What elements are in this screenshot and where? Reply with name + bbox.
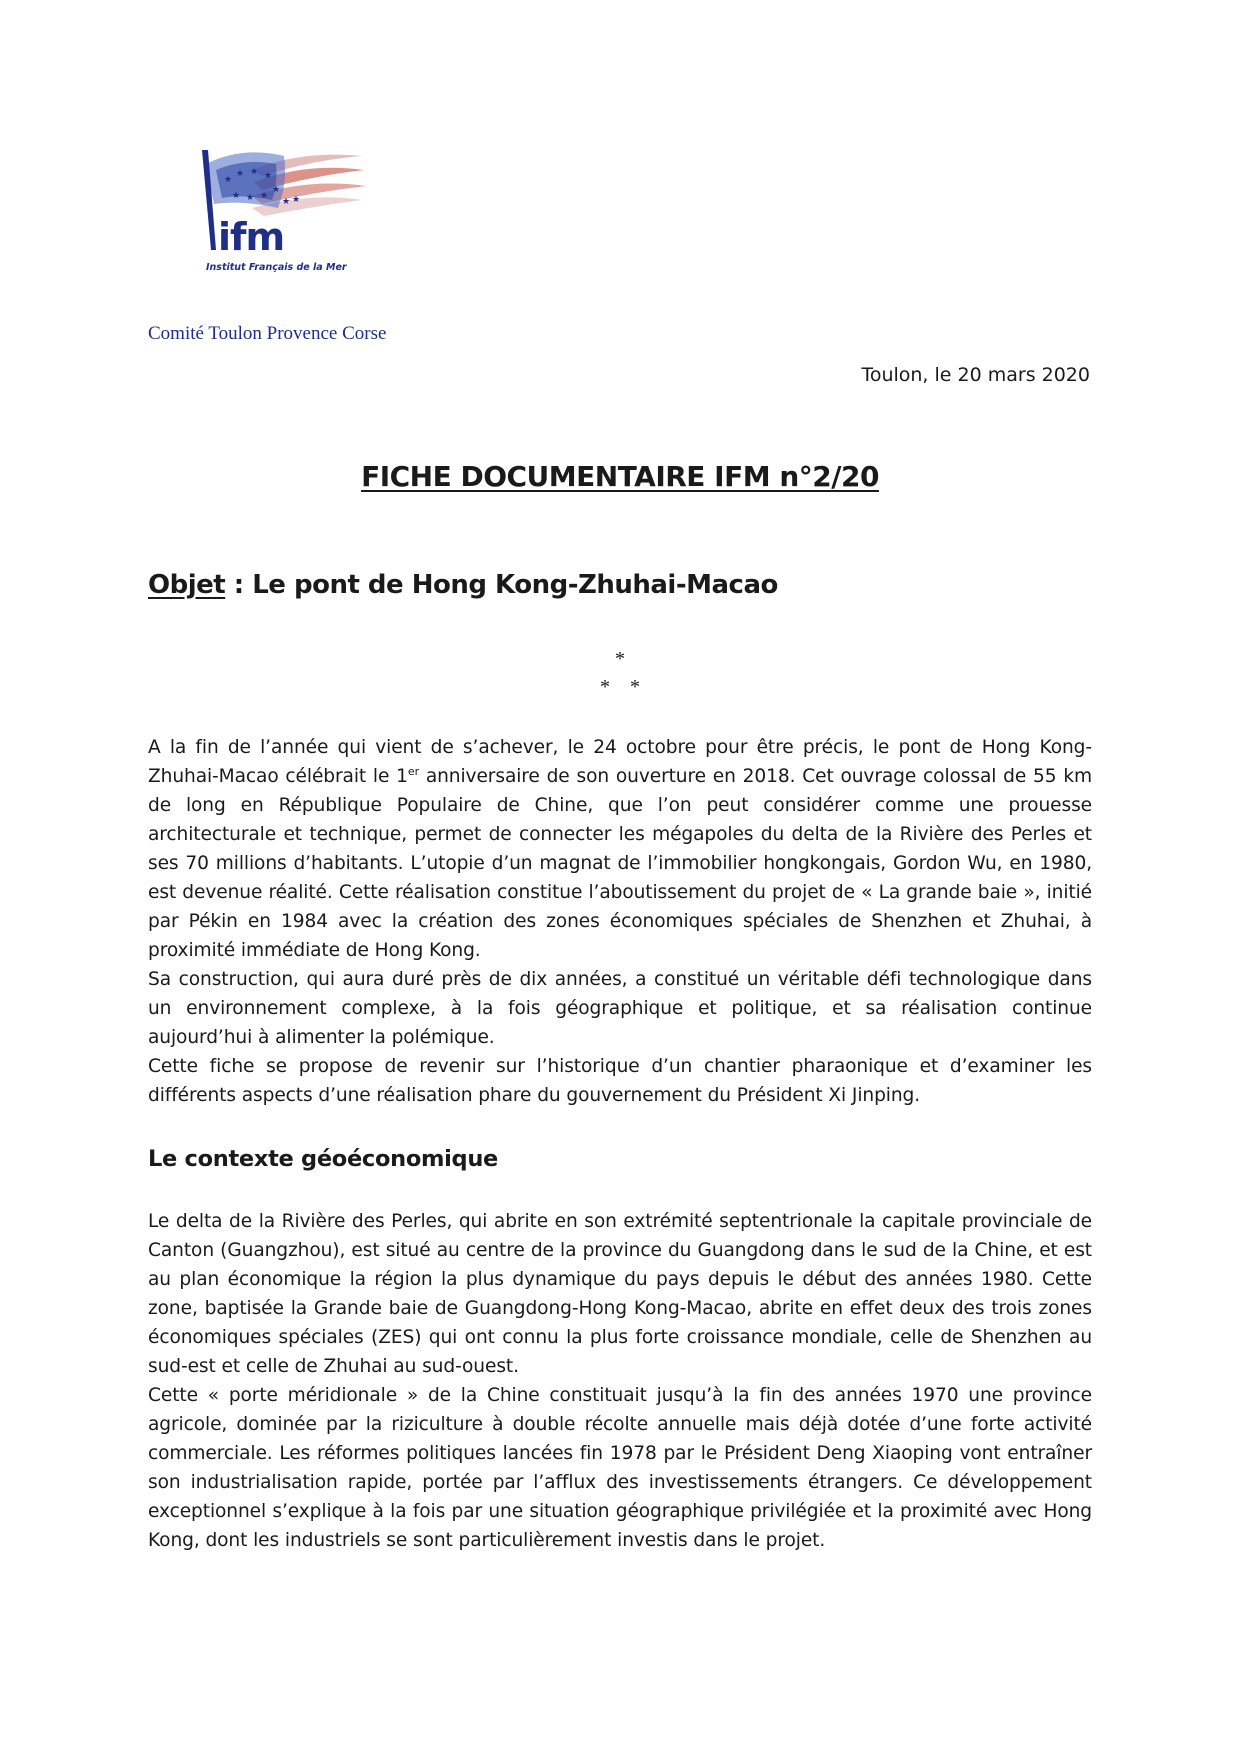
intro-p1-end: anniversaire de son ouverture en 2018. Cet ouvrage colossal de 55 km de long en République Populaire de Chine, que l’on peut considérer comme une prouesse architecturale et technique, permet de connecter les mégapoles du delta de la Rivière des Perles et ses 70 millions d’habitants. L’utopie d’un magnat de l’immobilier hongkongais, Gordon Wu, en 1980, est devenue réalité. Cette réalisation constitue l’aboutissement du projet de « La grande baie », initié par Pékin en 1984 avec la création des zones économiques spéciales de Shenzhen et Zhuhai, à proximité immédiate de Hong Kong. — [148, 766, 1092, 961]
svg-text:★: ★ — [272, 185, 281, 195]
svg-text:★: ★ — [264, 171, 273, 181]
svg-text:★: ★ — [292, 195, 301, 205]
context-paragraph-2: Cette « porte méridionale » de la Chine constituait jusqu’à la fin des années 1970 une province agricole, dominée par la riziculture à double récolte annuelle mais déjà dotée d’une forte activité commerciale. Les réformes politiques lancées fin 1978 par le Président Deng Xiaoping vont entraîner son industrialisation rapide, portée par l’afflux des investissements étrangers. Ce développement exceptionnel s’explique à la fois par une situation géographique privilégiée et la proximité avec Hong Kong, dont les industriels se sont particulièrement investis dans le projet. — [148, 1385, 1092, 1551]
svg-text:★: ★ — [260, 191, 269, 201]
subject-separator: : — [225, 570, 253, 600]
committee-name: Comité Toulon Provence Corse — [148, 323, 387, 344]
logo-tagline: Institut Français de la Mer — [206, 262, 347, 273]
intro-p1-start: A la fin de l’année qui vient de s’achever, le 24 octobre pour être précis, le pont de Hong Kong-Zhuhai-Macao célébrait le 1 — [148, 737, 1092, 787]
document-date: Toulon, le 20 mars 2020 — [861, 364, 1090, 386]
intro-paragraph-3: Cette fiche se propose de revenir sur l’historique d’un chantier pharaonique et d’examiner les différents aspects d’une réalisation phare du gouvernement du Président Xi Jinping. — [148, 1056, 1092, 1106]
svg-text:★: ★ — [282, 197, 291, 207]
ordinal-superscript: er — [407, 764, 419, 778]
subject-text: Le pont de Hong Kong-Zhuhai-Macao — [252, 570, 778, 600]
svg-text:★: ★ — [246, 193, 255, 203]
section-heading: Le contexte géoéconomique — [148, 1146, 499, 1172]
divider-star-top: * — [615, 648, 625, 670]
divider-stars-bottom: * * — [600, 676, 640, 698]
ifm-logo-graphic — [192, 142, 372, 282]
svg-text:★: ★ — [236, 169, 245, 179]
logo-letters: ifm — [218, 215, 285, 259]
svg-text:★: ★ — [250, 167, 259, 177]
svg-text:★: ★ — [232, 191, 241, 201]
document-title: FICHE DOCUMENTAIRE IFM n°2/20 — [361, 460, 879, 493]
intro-paragraph-1 — [148, 733, 1092, 965]
ifm-logo — [192, 142, 372, 282]
context-paragraph-1: Le delta de la Rivière des Perles, qui abrite en son extrémité septentrionale la capitale provinciale de Canton (Guangzhou), est situé au centre de la province du Guangdong dans le sud de la Chine, et est au plan économique la région la plus dynamique du pays depuis le début des années 1980. Cette zone, baptisée la Grande baie de Guangdong-Hong Kong-Macao, abrite en effet deux des trois zones économiques spéciales (ZES) qui ont connu la plus forte croissance mondiale, celle de Shenzhen au sud-est et celle de Zhuhai au sud-ouest. — [148, 1211, 1092, 1377]
context-section — [148, 1207, 1092, 1555]
intro-paragraph-2: Sa construction, qui aura duré près de dix années, a constitué un véritable défi technologique dans un environnement complexe, à la fois géographique et politique, et sa réalisation continue aujourd’hui à alimenter la polémique. — [148, 969, 1092, 1048]
svg-text:★: ★ — [224, 175, 233, 185]
subject-line — [148, 570, 778, 600]
section-divider — [0, 645, 1240, 701]
intro-section — [148, 733, 1092, 1110]
subject-label: Objet — [148, 570, 226, 600]
